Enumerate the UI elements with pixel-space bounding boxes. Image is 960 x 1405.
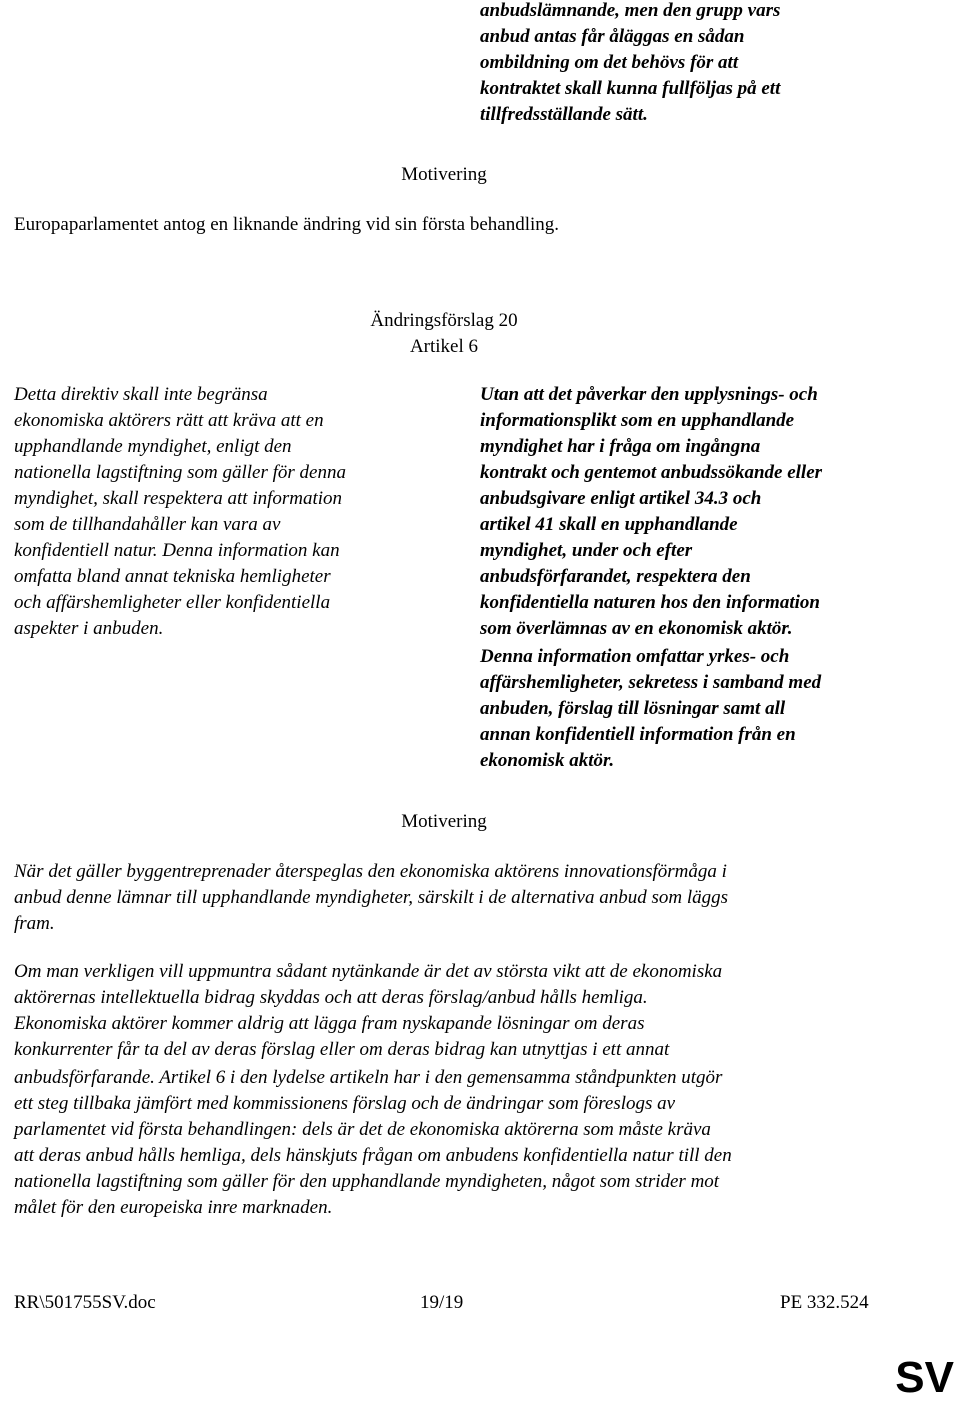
text-line: ombildning om det behövs för att: [480, 52, 739, 73]
footer-page-number: 19/19: [420, 1292, 464, 1313]
text-line: som överlämnas av en ekonomisk aktör.: [480, 618, 793, 639]
text-line: nationella lagstiftning som gäller för denna: [14, 462, 346, 483]
language-code: SV: [895, 1353, 954, 1402]
text-line: att deras anbud hålls hemliga, dels hänskjuts frågan om anbudens konfidentiella natur till den: [14, 1145, 732, 1166]
text-line: konfidentiell natur. Denna information kan: [14, 540, 340, 561]
text-line: kontraktet skall kunna fullföljas på ett: [480, 78, 781, 99]
text-line: anbudsförfarande. Artikel 6 i den lydelse artikeln har i den gemensamma ståndpunkten utgör: [14, 1067, 723, 1088]
text-line: Ekonomiska aktörer kommer aldrig att lägga fram nyskapande lösningar om deras: [14, 1013, 645, 1034]
text-line: myndighet, under och efter: [480, 540, 693, 561]
footer-pe-ref: PE 332.524: [780, 1292, 869, 1313]
motivering-heading: Motivering: [401, 811, 487, 832]
amendment-article: Artikel 6: [409, 336, 479, 357]
text-line: aktörernas intellektuella bidrag skyddas och att deras förslag/anbud hålls hemliga.: [14, 987, 648, 1008]
text-line: myndighet, skall respektera att information: [14, 488, 343, 509]
text-line: nationella lagstiftning som gäller för den upphandlande myndigheten, något som strider mot: [14, 1171, 720, 1192]
motivering-heading: Motivering: [401, 164, 487, 185]
text-line: annan konfidentiell information från en: [480, 724, 796, 745]
text-line: fram.: [14, 913, 55, 934]
text-line: parlamentet vid första behandlingen: dels är det de ekonomiska aktörerna som måste kräva: [14, 1119, 711, 1140]
text-line: anbudslämnande, men den grupp vars: [480, 0, 781, 21]
text-line: och affärshemligheter eller konfidentiella: [14, 592, 331, 613]
text-line: kontrakt och gentemot anbudssökande eller: [480, 462, 823, 483]
text-line: anbudsförfarandet, respektera den: [480, 566, 751, 587]
text-line: anbud antas får åläggas en sådan: [480, 26, 745, 47]
text-line: konfidentiella naturen hos den information: [480, 592, 820, 613]
amendment-title: Ändringsförslag 20: [370, 310, 518, 331]
footer-doc-ref: RR\501755SV.doc: [14, 1292, 156, 1313]
text-line: anbudsgivare enligt artikel 34.3 och: [480, 488, 762, 509]
text-line: Detta direktiv skall inte begränsa: [14, 384, 268, 405]
text-line: informationsplikt som en upphandlande: [480, 410, 795, 431]
text-line: affärshemligheter, sekretess i samband med: [480, 672, 822, 693]
text-line: upphandlande myndighet, enligt den: [14, 436, 292, 457]
text-line: omfatta bland annat tekniska hemligheter: [14, 566, 331, 587]
text-line: som de tillhandahåller kan vara av: [14, 514, 281, 535]
text-line: artikel 41 skall en upphandlande: [480, 514, 738, 535]
text-line: anbuden, förslag till lösningar samt all: [480, 698, 786, 719]
text-line: myndighet har i fråga om ingångna: [480, 436, 761, 457]
text-line: anbud denne lämnar till upphandlande myndigheter, särskilt i de alternativa anbud som läggs: [14, 887, 729, 908]
text-line: När det gäller byggentreprenader återspeglas den ekonomiska aktörens innovationsförmåga i: [14, 861, 727, 882]
motivering-text: Europaparlamentet antog en liknande ändring vid sin första behandling.: [14, 214, 560, 235]
text-line: aspekter i anbuden.: [14, 618, 164, 639]
text-line: konkurrenter får ta del av deras förslag eller om deras bidrag kan utnyttjas i ett annat: [14, 1039, 670, 1060]
text-line: tillfredsställande sätt.: [480, 104, 648, 125]
text-line: målet för den europeiska inre marknaden.: [14, 1197, 333, 1218]
text-line: ekonomiska aktörers rätt att kräva att en: [14, 410, 324, 431]
text-line: ekonomisk aktör.: [480, 750, 615, 771]
text-line: ett steg tillbaka jämfört med kommissionens förslag och de ändringar som föreslogs av: [14, 1093, 676, 1114]
text-line: Utan att det påverkar den upplysnings- och: [480, 384, 818, 405]
text-line: Denna information omfattar yrkes- och: [480, 646, 790, 667]
text-line: Om man verkligen vill uppmuntra sådant nytänkande är det av största vikt att de ekonomiska: [14, 961, 723, 982]
